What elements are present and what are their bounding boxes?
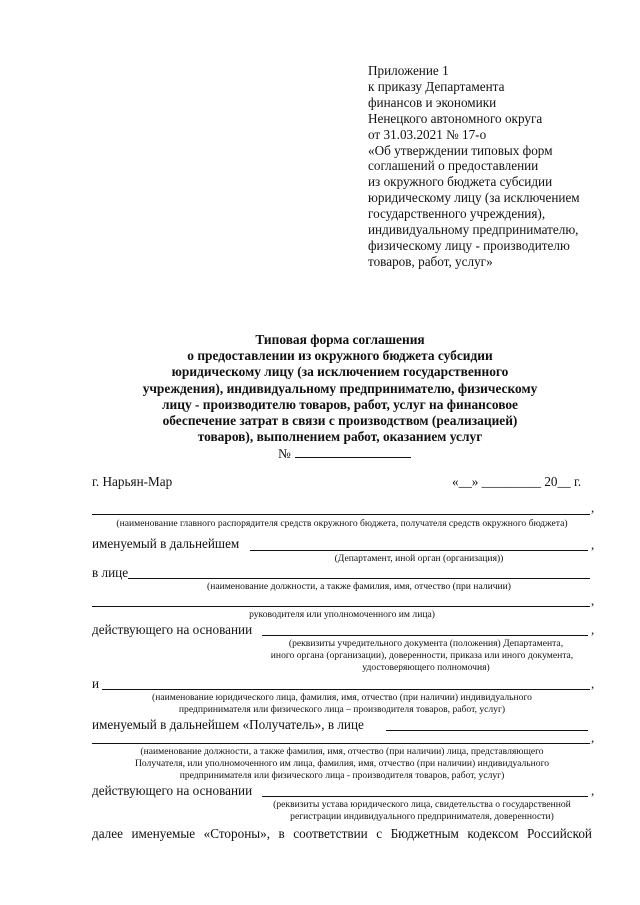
caption-grantor: (наименование главного распорядителя средств окружного бюджета, получателя средств окружного бюджета) [116, 518, 568, 529]
caption-charter-2: регистрации индивидуального предпринимателя, доверенности) [290, 811, 554, 822]
grantor-name-field[interactable] [92, 514, 590, 515]
title-line: учреждения), индивидуальному предпринимателю, физическому [142, 380, 538, 396]
caption-rep-3: предпринимателя или физического лица - производителя товаров, работ, услуг) [179, 770, 505, 781]
caption-requisites-3: удостоверяющего полномочия) [362, 662, 490, 673]
caption-charter-1: (реквизиты устава юридического лица, свидетельства о государственной [273, 799, 571, 810]
caption-legal-1: (наименование юридического лица, фамилия, имя, отчество (при наличии) индивидуального [152, 692, 532, 703]
appendix-line: индивидуальному предпринимателю, [368, 222, 579, 238]
agreement-number-field[interactable] [295, 445, 411, 458]
title-line: юридическому лицу (за исключением государственного [171, 364, 509, 380]
charter-field[interactable] [262, 796, 588, 797]
appendix-line: соглашений о предоставлении [368, 158, 539, 174]
caption-legal-2: предпринимателя или физического лица – производителя товаров, работ, услуг) [178, 704, 506, 715]
comma: , [591, 593, 595, 608]
appendix-line: юридическому лицу (за исключением [368, 190, 580, 206]
label-person: в лице [92, 565, 129, 580]
title-line: о предоставлении из окружного бюджета субсидии [187, 348, 493, 364]
comma: , [591, 676, 595, 691]
closing-text: далее именуемые «Стороны», в соответствии с Бюджетным кодексом Российской [92, 826, 592, 841]
label-recipient: именуемый в дальнейшем «Получатель», в лице [92, 717, 364, 732]
city-label: г. Нарьян-Мар [92, 474, 173, 489]
caption-department: (Департамент, иной орган (организация)) [334, 553, 504, 564]
requisites-field[interactable] [262, 635, 588, 636]
appendix-header [368, 63, 618, 270]
caption-position: (наименование должности, а также фамилия, имя, отчество (при наличии) [207, 581, 511, 592]
appendix-line: «Об утверждении типовых форм [368, 142, 553, 158]
title-line: лицу - производителю товаров, работ, услуг на финансовое [162, 396, 518, 412]
appendix-line: Ненецкого автономного округа [368, 110, 543, 126]
document-title [90, 332, 590, 463]
recipient-name-field[interactable] [102, 689, 590, 690]
agreement-number [90, 445, 590, 462]
appendix-line: финансов и экономики [368, 94, 497, 110]
comma: , [591, 730, 595, 745]
number-sign: № [278, 446, 291, 462]
caption-head: руководителя или уполномоченного им лица) [249, 609, 435, 620]
appendix-line: товаров, работ, услуг» [368, 253, 493, 269]
comma: , [591, 622, 595, 637]
caption-rep-1: (наименование должности, а также фамилия, имя, отчество (при наличии) лица, представляющего [140, 746, 544, 757]
department-field[interactable] [250, 550, 588, 551]
head-name-field[interactable] [92, 606, 590, 607]
date-field[interactable]: «__» _________ 20__ г. [452, 474, 582, 489]
label-acting: действующего на основании [92, 622, 253, 637]
appendix-line: к приказу Департамента [368, 78, 505, 94]
title-line: товаров), выполнением работ, оказанием услуг [197, 429, 483, 445]
title-line: Типовая форма соглашения [255, 332, 425, 347]
caption-rep-2: Получателя, или уполномоченного им лица, фамилия, имя, отчество (при наличии) индивидуального [134, 758, 550, 769]
appendix-line: от 31.03.2021 № 17-о [368, 126, 487, 142]
label-acting-2: действующего на основании [92, 783, 253, 798]
label-named: именуемый в дальнейшем [92, 536, 240, 551]
caption-requisites-1: (реквизиты учредительного документа (положения) Департамента, [288, 638, 564, 649]
recipient-person-field[interactable] [386, 730, 588, 731]
position-field[interactable] [128, 578, 590, 579]
appendix-line: Приложение 1 [368, 63, 449, 78]
label-and: и [92, 676, 100, 691]
representative-field[interactable] [92, 743, 590, 744]
title-line: обеспечение затрат в связи с производством (реализацией) [162, 413, 518, 429]
appendix-line: физическому лицу - производителю [368, 237, 570, 253]
appendix-line: из окружного бюджета субсидии [368, 174, 553, 190]
comma: , [591, 500, 595, 515]
appendix-line: государственного учреждения), [368, 206, 546, 222]
comma: , [591, 783, 595, 798]
caption-requisites-2: иного органа (организации), доверенности, приказа или иного документа, [270, 650, 574, 661]
comma: , [591, 537, 595, 552]
